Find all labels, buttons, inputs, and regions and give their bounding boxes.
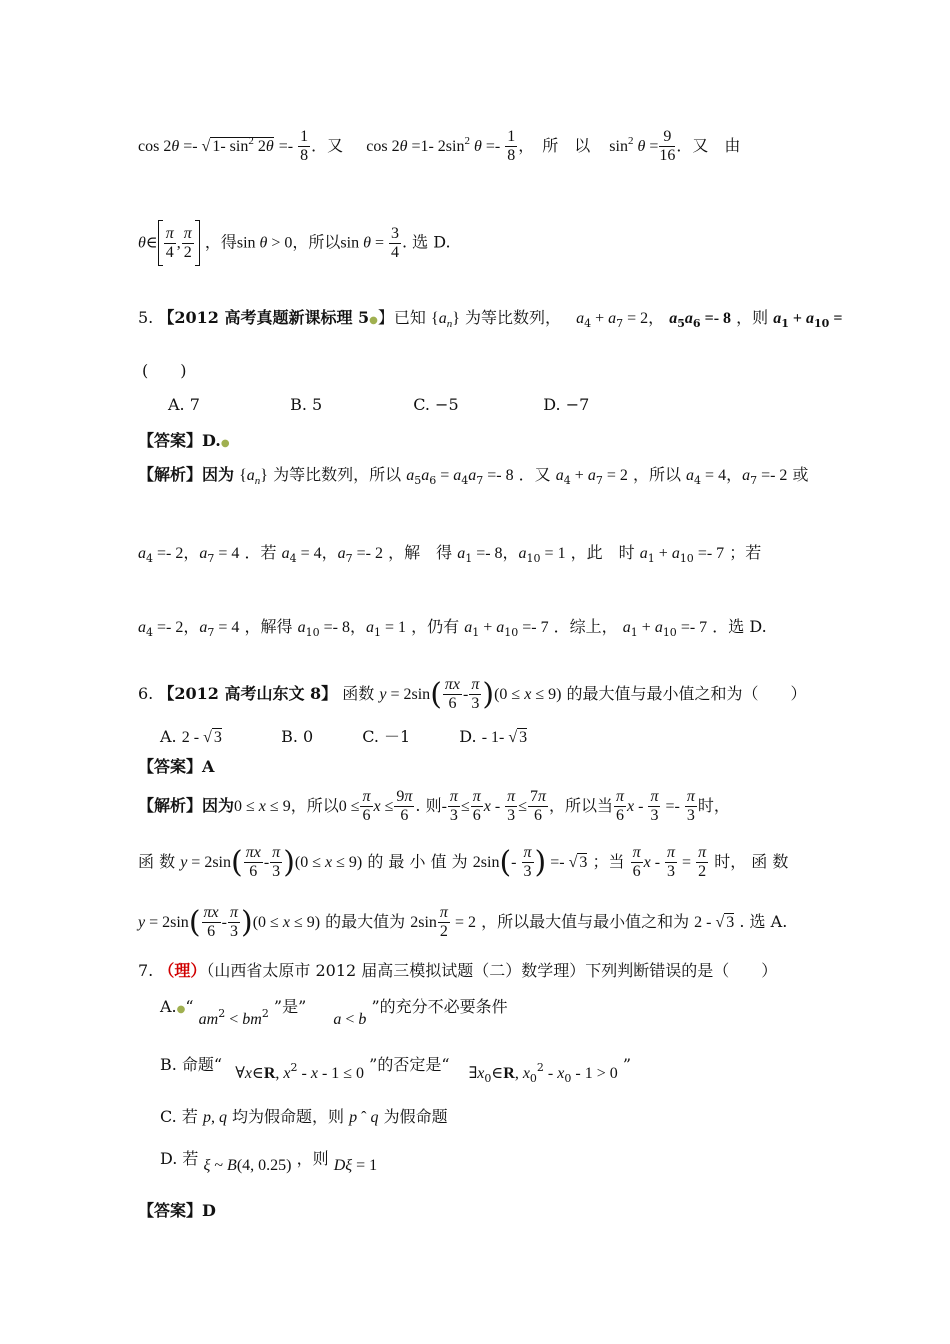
question-6: 6. 【2012 高考山东文 8】 函数 y = 2sin( $\frac{\pi x}{6}$ - $\frac{\pi}{3}$ )(0 ≤ x ≤ 9) 的最大值与最小值之和为（ ） xyxy=(138,676,807,712)
text: C. 若 xyxy=(160,1107,198,1126)
option-d: D. −7 xyxy=(543,395,590,414)
text: 【解析】因为 xyxy=(138,796,235,815)
question-7 xyxy=(138,958,950,981)
option-a: A. 7 xyxy=(168,395,200,414)
q7-option-d: D. 若 ξ ~ B(4, 0.25) ，则 Dξ = 1 xyxy=(160,1149,378,1174)
text: ，得 xyxy=(204,232,237,252)
text: 为假命题 xyxy=(383,1107,448,1126)
text: ，所以 xyxy=(290,796,339,815)
source: 【2012 高考山东文 8】 xyxy=(158,684,338,703)
q6-solution-3: y = 2sin( $\frac{\pi x}{6}$ - $\frac{\pi}{3}$ )(0 ≤ x ≤ 9) 的最大值为 2sin $\frac{\pi}{2}$ = 2 ，所以最大值与最小值之和为 2 - √ 3 . 选 A. xyxy=(138,904,788,940)
q5-solution-3: $a_4 =- 2$，$a_7 = 4$ ，解得 $a_{10} =- 8$，$a_1 = 1$ ，仍有 $a_1 + a_{10} =- 7$ ．综上， $a_1 + a_{10} =- 7$ ．选 D. xyxy=(138,617,767,639)
q5-answer: 【答案】D.● xyxy=(138,431,230,450)
text: ，解 得 xyxy=(388,543,453,562)
text: ”的充分不必要条件 xyxy=(371,997,508,1016)
text: ．又 xyxy=(518,465,551,484)
source: 【2012 高考真题新课标理 5 xyxy=(158,308,370,327)
text: 的最大值与最小值之和为（ ） xyxy=(566,684,807,703)
text: ，所以 xyxy=(632,465,681,484)
text: ” xyxy=(622,1055,631,1074)
text: ，所以最大值与最小值之和为 xyxy=(481,912,690,931)
text: ，所以 xyxy=(292,232,341,252)
q5-solution-1: 【解析】因为 $\{a_n\}$ 为等比数列，所以 $a_5a_6 = a_4a_7 =- 8$ ．又 $a_4 + a_7 = 2$ ，所以 $a_4 = 4$，$a_7 =- 2$ 或 xyxy=(138,465,809,487)
option-c: C. −5 xyxy=(413,395,459,414)
science-tag: （理） xyxy=(158,961,207,980)
q5-solution-2: $a_4 =- 2$，$a_7 = 4$ ．若 $a_4 = 4$，$a_7 =- 2$ ，解 得 $a_1 =- 8$，$a_{10} = 1$ ，此 时 $a_1 + a_{10} =- 7$ ；若 xyxy=(138,543,762,565)
text: ．又 由 xyxy=(676,136,741,155)
q6-options: A. 2 - √ 3 B. 0 C. －1 D. - 1- √ 3 xyxy=(160,724,950,747)
text: 为等比数列，所以 xyxy=(273,465,402,484)
text: ．选 D. xyxy=(712,617,767,636)
text: ，则 xyxy=(736,308,769,327)
text: 或 xyxy=(792,465,809,484)
text: 为等比数列， xyxy=(464,308,561,327)
text: . 选 D. xyxy=(401,232,451,252)
text: 时， 函 数 xyxy=(714,852,789,871)
text: ，所以当 xyxy=(548,796,613,815)
text: 】已知 xyxy=(377,308,426,327)
q6-answer: 【答案】A xyxy=(138,757,215,776)
text: B. 命题“ xyxy=(160,1055,223,1074)
option-label: A. xyxy=(160,997,177,1016)
text: ，仍有 xyxy=(411,617,460,636)
text: （山西省太原市 2012 届高三模拟试题（二）数学理）下列判断错误的是（ ） xyxy=(206,961,778,980)
option-d: D. xyxy=(459,727,477,746)
text: ，此 时 xyxy=(570,543,635,562)
option-b: B. 5 xyxy=(290,395,323,414)
q7-option-a: A.●“ $am_2 < bm_2$ ”是” a < b ”的充分不必要条件 xyxy=(160,997,508,1028)
option-b: B. 0 xyxy=(281,727,314,746)
q7-option-c: C. 若 p, q 均为假命题，则 p ˆ q 为假命题 xyxy=(160,1107,448,1126)
text: ；若 xyxy=(729,543,762,562)
q7-option-b: B. 命题“ ∀x∈R, $x^2 - x - 1 \le 0$ ”的否定是“ $\exists x_0\in R$, $x_0^2 - x_0 - 1 > 0$ ” xyxy=(160,1055,631,1085)
text: 函 数 xyxy=(138,852,176,871)
text: 的 最 小 值 为 xyxy=(367,852,468,871)
q5-blank: ( ) xyxy=(142,361,187,380)
text: . 选 A. xyxy=(739,912,788,931)
q6-solution-1: 【解析】因为0 ≤ x ≤ 9，所以0 ≤ $\frac{\pi}{6}$ x ≤ $\frac{9\pi}{6}$ . 则- $\frac{\pi}{3}$ ≤ $\frac{\pi}{6}$ x - $\frac{\pi}{3}$ ≤ $\frac{7\pi}{6}$ ，所以当 $\frac{\pi}{6}$ x - $\frac{\pi}{3}$ =- $\frac{\pi}{3}$ 时， xyxy=(138,788,730,824)
question-5: 5. 【2012 高考真题新课标理 5●】已知 $\{a_n\}$ 为等比数列， $a_4 + a_7 = 2$， $a_5a_6 =- 8$ ，则 $a_1 + a_{10}$ = xyxy=(138,308,843,330)
solution-line-1: cos 2θ =- √ 1- $\sin^2 2\theta$ =- $\frac{1}{8}$ ．又 cos 2θ =1- $2\sin^2$ θ =- $\frac{1}{8}$ ， 所 以 $\sin^2 \theta$ = $\frac{9}{16}$ ．又 由 xyxy=(138,128,741,164)
text: ”的否定是“ xyxy=(369,1055,450,1074)
text: 【解析】因为 xyxy=(138,465,235,484)
q6-solution-2: 函 数 y = 2sin( $\frac{\pi x}{6}$ - $\frac{\pi}{3}$ )(0 ≤ x ≤ 9) 的 最 小 值 为 2sin(- $\frac{\pi}{3}$ ) =- √ 3 ；当 $\frac{\pi}{6}$ x - $\frac{\pi}{3}$ = $\frac{\pi}{2}$ 时， 函 数 xyxy=(138,844,789,880)
answer: 【答案】D. xyxy=(138,431,221,450)
text: ．综上， xyxy=(553,617,618,636)
text: 均为假命题，则 xyxy=(232,1107,345,1126)
text: ．又 xyxy=(311,136,344,155)
option-a: A. xyxy=(160,727,177,746)
question-number: 7. xyxy=(138,961,154,980)
text: ；当 xyxy=(592,852,625,871)
text: ．若 xyxy=(244,543,277,562)
question-number: 5. xyxy=(138,308,154,327)
text: 时， xyxy=(697,796,730,815)
text: ， 所 以 xyxy=(518,136,591,155)
text: “ xyxy=(185,997,194,1016)
text: . 则 xyxy=(415,796,442,815)
text: D. 若 xyxy=(160,1149,199,1168)
solution-line-2: θ∈ $\frac{\pi}{4}$ , $\frac{\pi}{2}$ ，得sin θ > 0，所以sin θ = $\frac{3}{4}$ . 选 D. xyxy=(138,220,950,266)
text: ，解得 xyxy=(244,617,293,636)
text: ”是” xyxy=(273,997,307,1016)
question-number: 6. xyxy=(138,684,154,703)
text: 函数 xyxy=(342,684,375,703)
q5-options xyxy=(168,395,950,414)
text: ，则 xyxy=(296,1149,329,1168)
option-c: C. －1 xyxy=(362,727,411,746)
text: 的最大值为 xyxy=(325,912,406,931)
q7-answer: 【答案】D xyxy=(138,1201,216,1220)
